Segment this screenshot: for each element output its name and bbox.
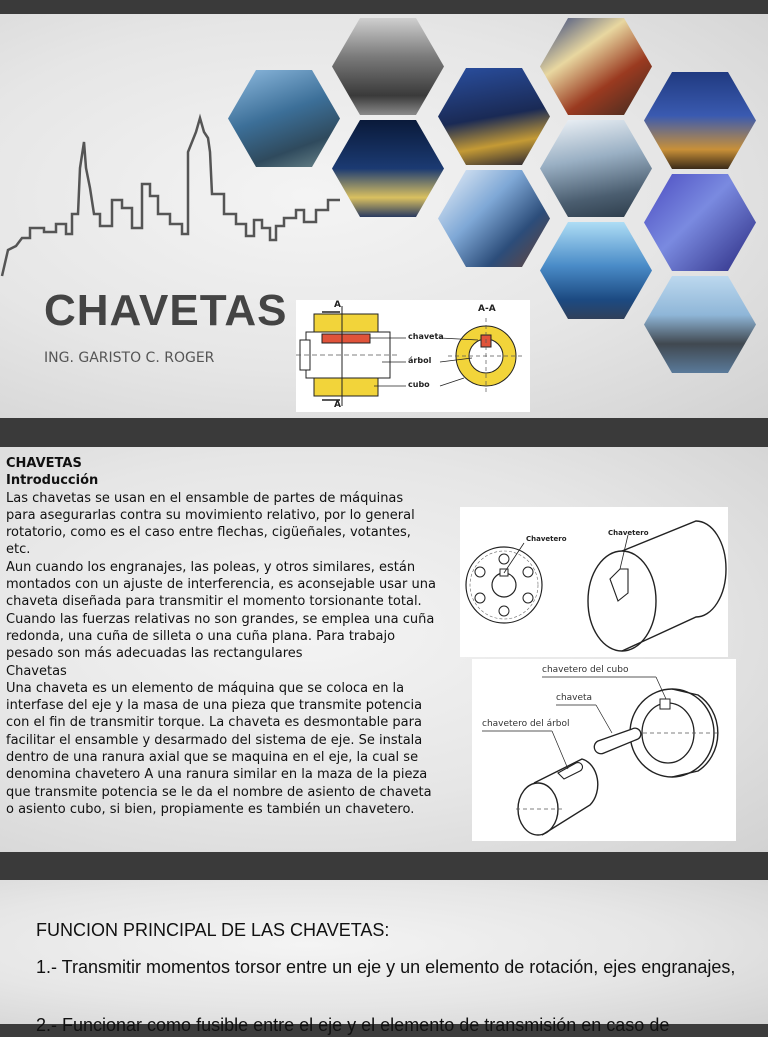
function-item-1: 1.- Transmitir momentos torsor entre un eje y un elemento de rotación, ejes engranajes, — [36, 957, 736, 977]
top-bar — [0, 0, 768, 14]
city-photo-hex — [438, 68, 550, 165]
keyway-label-right: Chavetero — [608, 529, 649, 537]
separator-bar-1 — [0, 418, 768, 447]
city-photo-hex — [644, 276, 756, 373]
paragraph: Una chaveta es un elemento de máquina que se coloca en la interfase del eje y la masa de una pieza que transmite potencia con el fin de transmitir torque. La chaveta es desmontable para facilitar el ensamble y desarmado del sistema de eje. Se instala dentro de una ranura axial que se maquina en el eje, la cual se denomina chavetero A una ranura similar en la maza de la pieza que transmite potencia se le da el nombre de asiento de chaveta o asiento cubo, si bien, propiamente es también un chavetero. — [6, 680, 432, 817]
key-assembly-diagram — [296, 300, 530, 412]
main-function-slide — [0, 880, 768, 1035]
city-photo-hex — [540, 222, 652, 319]
author-name: ING. GARISTO C. ROGER — [44, 350, 215, 366]
city-photo-hex — [540, 120, 652, 217]
city-photo-hex — [438, 170, 550, 267]
label-chavetero-arbol: chavetero del árbol — [482, 719, 570, 729]
paragraph: Aun cuando los engranajes, las poleas, y otros similares, están montados con un ajuste de interferencia, es aconsejable usar una chaveta diseñada para transmitir el momento torsionante total. Cuando las fuerzas relativas no son grandes, se emplea una cuña redonda, una cuña de silleta o una cuña plana. Para trabajo pesado son más adecuadas las rectangulares — [6, 559, 436, 662]
city-photo-hex — [540, 18, 652, 115]
section-subheading: Introducción — [6, 473, 99, 489]
label-cubo: cubo — [408, 380, 430, 389]
cut-label-bottom: A — [334, 400, 341, 410]
title-slide — [0, 14, 768, 418]
function-item-2: 2.- Funcionar como fusible entre el eje y el elemento de transmisión en caso de — [36, 1015, 670, 1035]
section-heading: CHAVETAS — [6, 456, 82, 471]
label-chavetero-cubo: chavetero del cubo — [542, 665, 629, 675]
city-photo-hex — [644, 174, 756, 271]
keyway-label-left: Chavetero — [526, 535, 567, 543]
intro-text-block — [6, 455, 436, 818]
slide-title: CHAVETAS — [44, 286, 288, 335]
label-chaveta: chaveta — [556, 693, 593, 703]
keyway-sketch-figure — [460, 507, 728, 657]
function-title: FUNCION PRINCIPAL DE LAS CHAVETAS: — [36, 920, 390, 940]
exploded-key-figure — [472, 659, 736, 841]
city-photo-hex — [644, 72, 756, 169]
paragraph-title: Chavetas — [6, 663, 67, 679]
introduction-slide — [0, 447, 768, 852]
section-label: A-A — [478, 304, 496, 314]
label-chaveta: chaveta — [408, 332, 444, 341]
label-arbol: árbol — [408, 356, 432, 365]
cut-label-top: A — [334, 300, 341, 310]
paragraph: Las chavetas se usan en el ensamble de partes de máquinas para asegurarlas contra su movimiento relativo, por lo general rotatorio, como es el caso entre flechas, cigüeñales, votantes, etc. — [6, 490, 415, 558]
separator-bar-2 — [0, 852, 768, 880]
